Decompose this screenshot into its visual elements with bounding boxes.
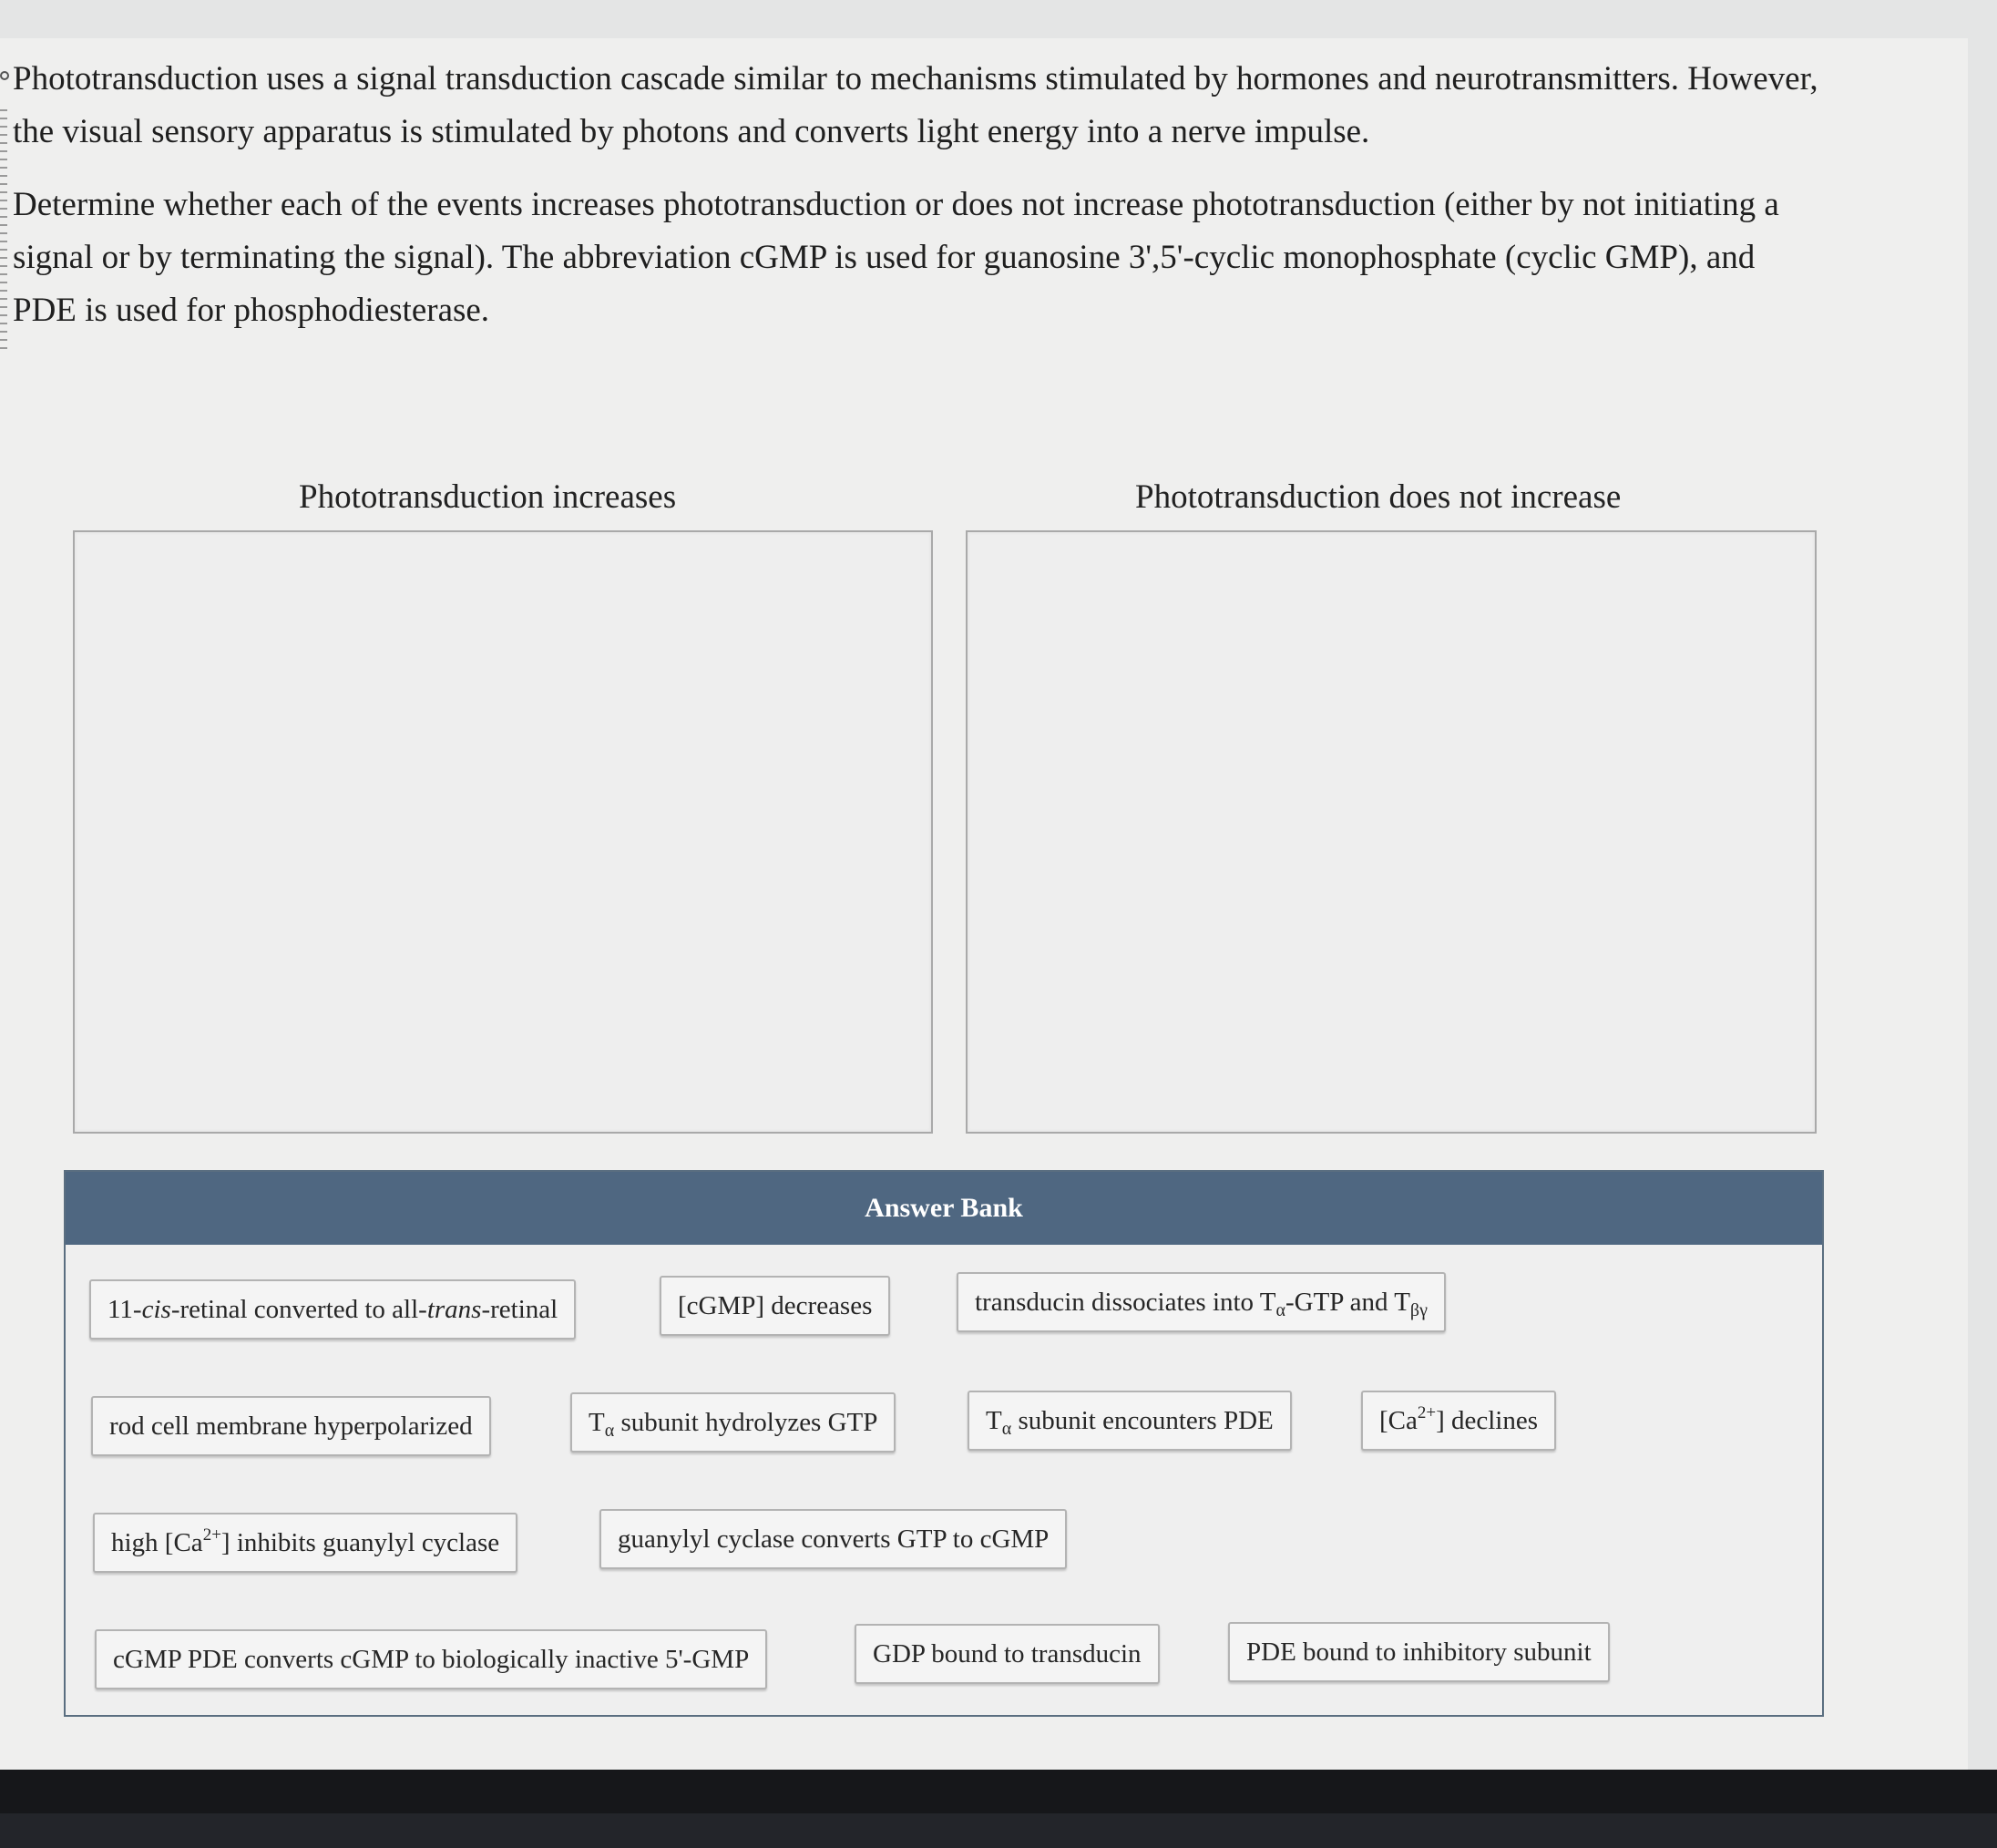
tile-text: ] inhibits guanylyl cyclase: [220, 1528, 500, 1557]
tile-text: -retinal: [481, 1295, 558, 1324]
tile-text: transducin dissociates into T: [975, 1288, 1276, 1317]
tile-subscript: α: [604, 1421, 615, 1441]
tile-text-italic: cis: [141, 1295, 171, 1324]
category-heading-increases: Phototransduction increases: [299, 478, 677, 516]
tile-pde-bound-inhibitory[interactable]: PDE bound to inhibitory subunit: [1228, 1622, 1610, 1682]
tile-text: subunit hydrolyzes GTP: [614, 1408, 878, 1437]
bezel-edge: [0, 1813, 1997, 1848]
tile-subscript: α: [1001, 1419, 1012, 1439]
intro-paragraph-1: Phototransduction uses a signal transduction cascade similar to mechanisms stimulated by hormones and neurotransmitters. However, the visual sensory apparatus is stimulated by photons and converts light energy into a nerve impulse.: [13, 60, 1818, 150]
tile-pde-converts-cgmp[interactable]: cGMP PDE converts cGMP to biologically inactive 5'-GMP: [95, 1629, 767, 1689]
tile-cgmp-decreases[interactable]: [cGMP] decreases: [660, 1276, 890, 1336]
tile-text: subunit encounters PDE: [1011, 1406, 1274, 1435]
tile-subunit-encounters-pde[interactable]: [968, 1391, 1292, 1451]
answer-bank: [64, 1170, 1824, 1717]
tile-rod-cell-hyperpolarized[interactable]: rod cell membrane hyperpolarized: [91, 1396, 491, 1456]
tile-superscript: 2+: [202, 1525, 221, 1545]
monitor-bezel: [0, 1770, 1997, 1848]
bullet-icon: [0, 71, 9, 80]
tile-subunit-hydrolyzes-gtp[interactable]: [570, 1392, 896, 1453]
tile-text-italic: trans: [426, 1295, 482, 1324]
tile-superscript: 2+: [1417, 1403, 1437, 1422]
tile-retinal-converted[interactable]: [89, 1279, 576, 1340]
category-heading-does-not-increase: Phototransduction does not increase: [1135, 478, 1622, 516]
tile-text: T: [986, 1406, 1002, 1435]
tile-text: ] declines: [1436, 1406, 1539, 1435]
tile-guanylyl-cyclase-converts[interactable]: guanylyl cyclase converts GTP to cGMP: [599, 1509, 1067, 1569]
tile-text: T: [589, 1408, 605, 1437]
margin-ticks: [0, 109, 7, 355]
answer-bank-title: Answer Bank: [66, 1172, 1822, 1245]
tile-text: 11-: [108, 1295, 142, 1324]
tile-text: [Ca: [1379, 1406, 1418, 1435]
tile-subscript: α: [1275, 1300, 1285, 1320]
tile-text: high [Ca: [111, 1528, 203, 1557]
tile-transducin-dissociates[interactable]: [957, 1272, 1446, 1332]
tile-subscript: βγ: [1409, 1300, 1428, 1320]
tile-high-calcium-inhibits[interactable]: [93, 1513, 517, 1573]
intro-paragraph-2: Determine whether each of the events increases phototransduction or does not increase phototransduction (either by not initiating a signal or by terminating the signal). The abbreviation cGMP is used for guanosine 3',5'-cyclic monophosphate (cyclic GMP), and PDE is used for phosphodiesterase.: [13, 186, 1779, 329]
tile-text: -retinal converted to all-: [170, 1295, 427, 1324]
tile-text: -GTP and T: [1285, 1288, 1410, 1317]
tile-gdp-bound-transducin[interactable]: GDP bound to transducin: [855, 1624, 1160, 1684]
drop-zone-increases[interactable]: [73, 530, 933, 1134]
drop-zone-does-not-increase[interactable]: [966, 530, 1817, 1134]
tile-calcium-declines[interactable]: [1361, 1391, 1556, 1451]
